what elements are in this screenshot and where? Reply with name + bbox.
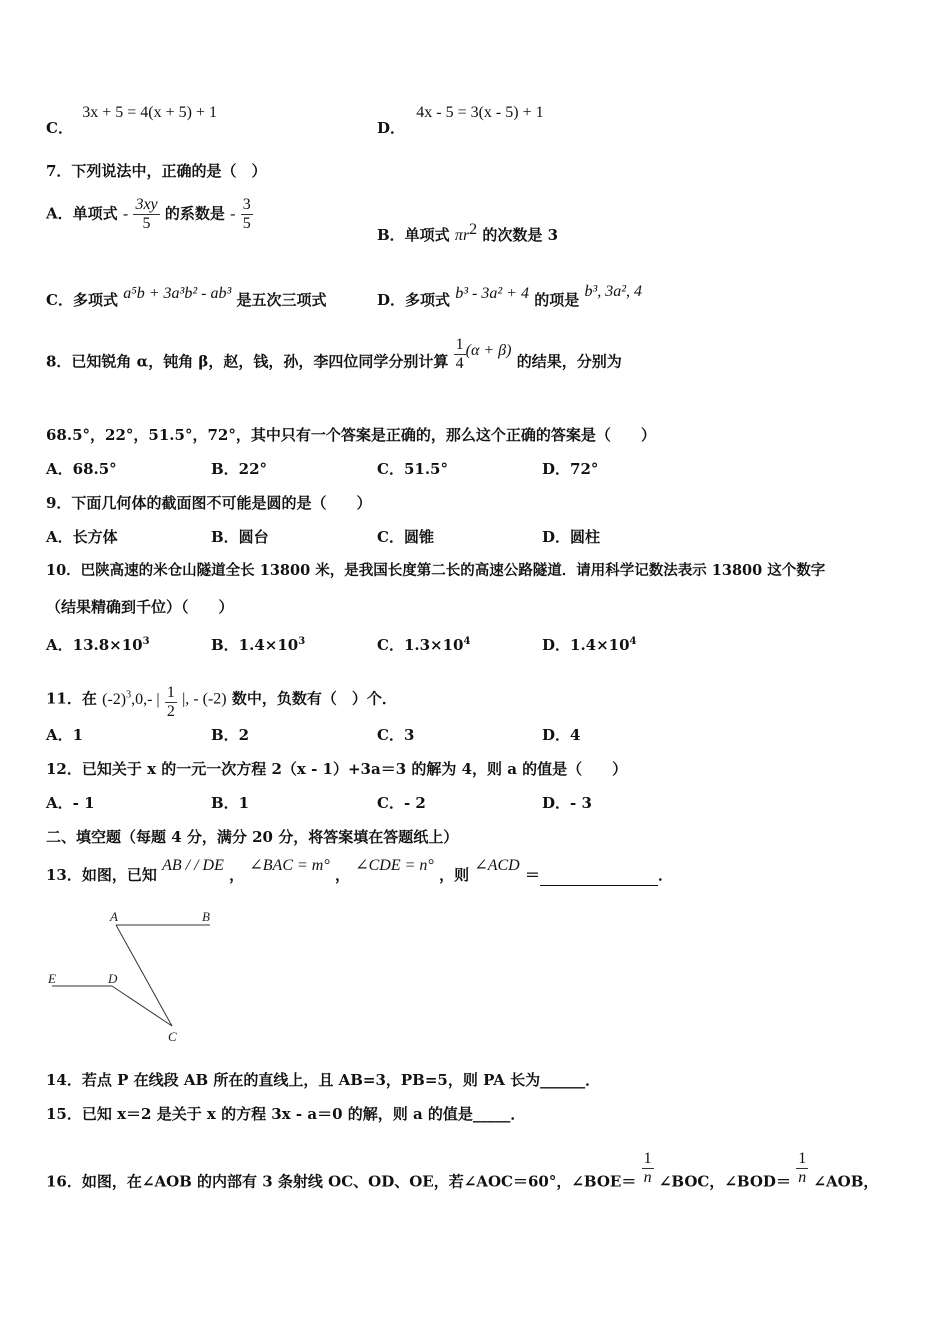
q12-stem: 12．已知关于 x 的一元一次方程 2（x - 1）+3a＝3 的解为 4，则 a 的值是（ ） — [46, 760, 628, 778]
q8-option-b: B．22° — [211, 460, 268, 478]
q11-option-c: C．3 — [377, 726, 415, 744]
answer-blank — [540, 869, 658, 886]
section-heading: 二、填空题（每题 4 分，满分 20 分，将答案填在答题纸上） — [46, 828, 459, 846]
label-e: E — [48, 971, 56, 986]
expression: AB / / DE — [162, 857, 224, 874]
text: 13．如图，已知 — [46, 866, 157, 884]
q9-stem: 9．下面几何体的截面图不可能是圆的是（ ） — [46, 494, 372, 512]
q8-option-c: C．51.5° — [377, 460, 448, 478]
text: 数中，负数有（ ）个． — [231, 689, 397, 708]
exponent: 2 — [469, 221, 478, 238]
q15-stem: 15．已知 x＝2 是关于 x 的方程 3x - a＝0 的解，则 a 的值是_____． — [46, 1105, 526, 1123]
option-label: A．单项式 — [46, 204, 118, 223]
label-a: A — [110, 909, 118, 924]
fraction — [642, 1150, 654, 1187]
numerator: 1 — [166, 684, 175, 701]
q6-option-d — [377, 104, 544, 137]
option-label: A．13.8×10 — [46, 636, 143, 654]
q7-option-a — [46, 196, 253, 233]
exponent: 4 — [463, 636, 471, 647]
denominator: 2 — [166, 703, 175, 720]
q9-option-b: B．圆台 — [211, 528, 269, 546]
exponent: 3 — [142, 636, 150, 647]
text: 11．在 — [46, 689, 97, 708]
q11-option-d: D．4 — [542, 726, 581, 744]
label-d: D — [108, 971, 118, 986]
q12-option-a: A．- 1 — [46, 794, 95, 812]
q11-option-b: B．2 — [211, 726, 250, 744]
equation: 3x + 5 = 4(x + 5) + 1 — [82, 104, 217, 121]
numerator: 1 — [798, 1150, 807, 1167]
q7-option-d — [377, 283, 643, 311]
text: 16．如图，在∠AOB 的内部有 3 条射线 OC、OD、OE，若∠AOC＝60°，∠BOE＝ — [46, 1172, 637, 1191]
q10-line2: （结果精确到千位）（ ） — [46, 598, 234, 616]
q9-option-c: C．圆锥 — [377, 528, 434, 546]
q8-line2: 68.5°，22°，51.5°，72°，其中只有一个答案是正确的，那么这个正确的答案是（ ） — [46, 426, 656, 444]
q12-option-c: C．- 2 — [377, 794, 426, 812]
fraction — [796, 1150, 808, 1187]
option-label: B．单项式 — [377, 226, 450, 244]
denominator: n — [643, 1169, 652, 1186]
text: 是五次三项式 — [236, 291, 327, 309]
fraction — [165, 684, 177, 721]
expression: |, - (-2) — [182, 690, 227, 708]
q9-option-a: A．长方体 — [46, 528, 118, 546]
option-label: C． — [46, 119, 73, 137]
q9-option-d: D．圆柱 — [542, 528, 601, 546]
expression: a⁵b + 3a³b² - ab³ — [123, 285, 232, 302]
line-ac — [116, 925, 172, 1026]
minus-sign: - — [230, 205, 236, 223]
denominator: n — [798, 1169, 807, 1186]
q6-option-c — [46, 104, 217, 137]
text: ∠AOB， — [813, 1172, 879, 1191]
q7-option-b — [377, 220, 558, 246]
line-dc — [112, 986, 172, 1026]
q11-stem — [46, 678, 397, 721]
expression: ∠ACD — [474, 857, 520, 874]
q8-stem — [46, 336, 622, 381]
denominator: 5 — [142, 215, 151, 232]
label-c: C — [168, 1029, 177, 1044]
text: 8．已知锐角 α，钝角 β，赵，钱，孙，李四位同学分别计算 — [46, 352, 449, 371]
expression: b³ - 3a² + 4 — [455, 285, 529, 302]
label-b: B — [202, 909, 210, 924]
q12-option-d: D．- 3 — [542, 794, 592, 812]
q10-stem: 10．巴陕高速的米仓山隧道全长 13800 米，是我国长度第二长的高速公路隧道．请用科学记数法表示 13800 这个数字 — [46, 562, 826, 579]
equation: 4x - 5 = 3(x - 5) + 1 — [416, 104, 544, 121]
denominator: 5 — [242, 215, 251, 232]
items: b³, 3a², 4 — [584, 283, 643, 300]
option-label: C．多项式 — [46, 291, 118, 309]
q12-option-b: B．1 — [211, 794, 250, 812]
expression: ∠CDE = n° — [355, 857, 434, 874]
expression: (α + β) — [465, 341, 512, 359]
q16-stem — [46, 1150, 879, 1201]
option-label: C．1.3×10 — [377, 636, 464, 654]
exponent: 4 — [629, 636, 637, 647]
q8-option-d: D．72° — [542, 460, 599, 478]
q11-option-a: A．1 — [46, 726, 84, 744]
fraction — [241, 196, 253, 233]
expression: $(-2)^3,0,-$ | — [102, 689, 160, 708]
q14-stem: 14．若点 P 在线段 AB 所在的直线上，且 AB=3，PB=5，则 PA 长为______． — [46, 1071, 601, 1089]
denominator: 4 — [455, 355, 464, 372]
numerator: 3 — [242, 196, 251, 213]
q13-stem: 13．如图，已知 AB / / DE ， ∠BAC = m° ， ∠CDE = n° ，则 ∠ACD ＝ ． — [46, 857, 673, 884]
q10-option-d — [542, 632, 637, 655]
text: 的项是 — [534, 291, 580, 309]
numerator: 3xy — [135, 196, 158, 213]
fraction — [133, 196, 159, 233]
text: 的结果，分别为 — [516, 352, 622, 371]
minus-sign: - — [122, 205, 129, 223]
numerator: 1 — [455, 336, 464, 353]
option-label: D．1.4×10 — [542, 636, 630, 654]
q8-option-a: A．68.5° — [46, 460, 117, 478]
text: ∠BOC，∠BOD＝ — [658, 1172, 791, 1191]
expression: ∠BAC = m° — [249, 857, 330, 874]
q13-figure — [44, 905, 244, 1045]
option-label: B．1.4×10 — [211, 636, 299, 654]
q10-option-a — [46, 632, 150, 655]
q7-option-c — [46, 285, 327, 311]
exponent: 3 — [298, 636, 306, 647]
fraction — [454, 336, 466, 373]
q7-stem: 7．下列说法中，正确的是（ ） — [46, 162, 267, 180]
option-label: D．多项式 — [377, 291, 451, 309]
q10-option-c — [377, 632, 470, 655]
numerator: 1 — [643, 1150, 652, 1167]
expression: πr — [454, 227, 470, 244]
q10-option-b — [211, 632, 305, 655]
text: 的系数是 — [164, 204, 225, 223]
text: 的次数是 3 — [482, 226, 559, 244]
option-label: D． — [377, 119, 406, 137]
